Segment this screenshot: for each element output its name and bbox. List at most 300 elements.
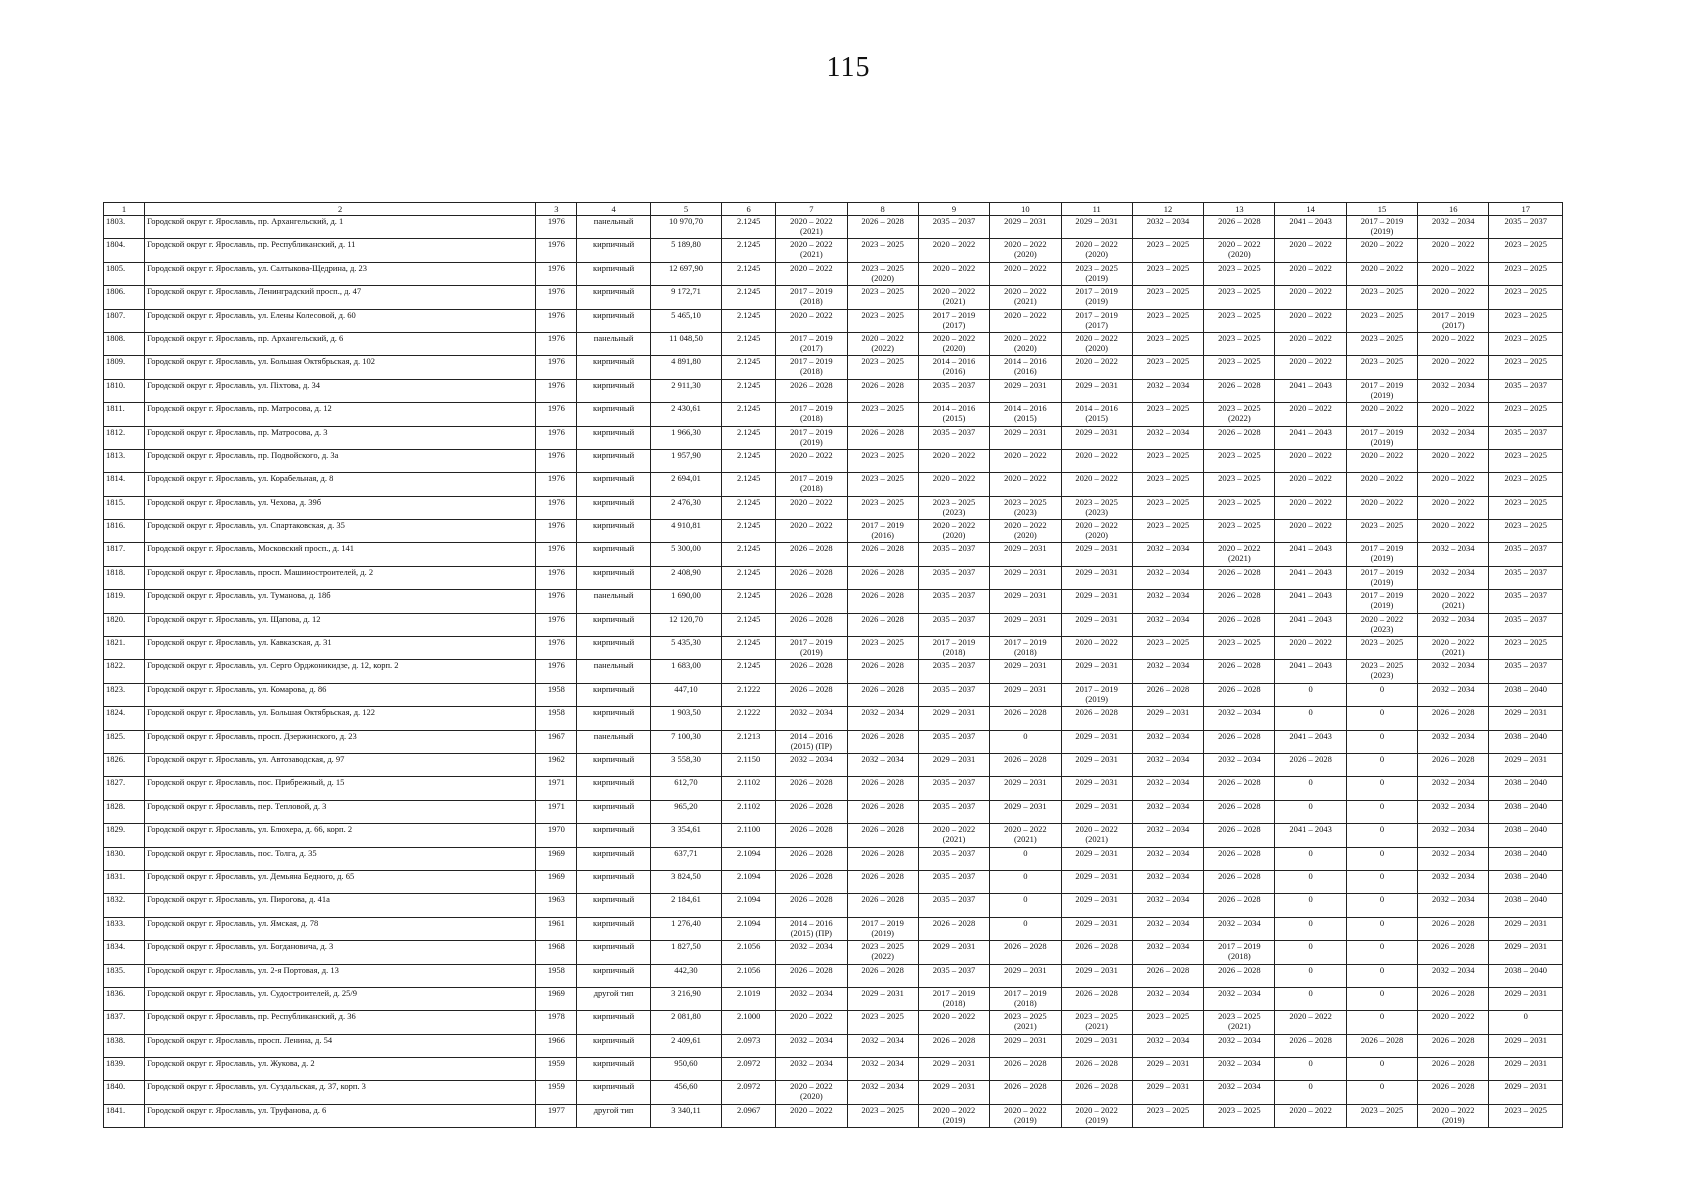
table-cell: 2026 – 2028 <box>1418 707 1489 730</box>
table-row <box>104 613 1563 636</box>
table-cell: 2023 – 2025 <box>1132 496 1203 519</box>
table-cell: кирпичный <box>577 262 650 285</box>
column-header-6: 6 <box>722 203 776 216</box>
table-cell: 1959 <box>536 1081 577 1104</box>
table-cell: 2023 – 2025 (2023) <box>990 496 1061 519</box>
table-cell: 2026 – 2028 <box>918 1034 989 1057</box>
table-cell: 2023 – 2025 <box>847 473 918 496</box>
table-cell: 2032 – 2034 <box>1132 824 1203 847</box>
table-cell: 2032 – 2034 <box>776 753 847 776</box>
table-cell: 2026 – 2028 <box>1204 800 1275 823</box>
table-cell: 2023 – 2025 (2023) <box>918 496 989 519</box>
table-cell: 1831. <box>104 870 145 893</box>
table-cell: 2020 – 2022 <box>1061 356 1132 379</box>
table-cell: 1824. <box>104 707 145 730</box>
table-cell: 2029 – 2031 <box>918 1058 989 1081</box>
table-cell: 1815. <box>104 496 145 519</box>
table-cell: 2026 – 2028 <box>847 566 918 589</box>
table-cell: 1830. <box>104 847 145 870</box>
table-cell: 2035 – 2037 <box>918 894 989 917</box>
table-cell: 2020 – 2022 <box>1418 332 1489 355</box>
table-cell: Городской округ г. Ярославль, ул. Чехова, д. 39б <box>145 496 536 519</box>
table-cell: 2026 – 2028 <box>990 1058 1061 1081</box>
table-cell: 2.1000 <box>722 1011 776 1034</box>
table-cell: 2 184,61 <box>650 894 721 917</box>
table-cell: 2020 – 2022 <box>1418 356 1489 379</box>
table-cell: 2029 – 2031 <box>1489 753 1563 776</box>
table-cell: 2029 – 2031 <box>990 566 1061 589</box>
table-cell: 0 <box>1489 1011 1563 1034</box>
table-cell: 1825. <box>104 730 145 753</box>
table-cell: Городской округ г. Ярославль, пр. Матросова, д. 3 <box>145 426 536 449</box>
table-row <box>104 216 1563 239</box>
table-cell: Городской округ г. Ярославль, Ленинградский просп., д. 47 <box>145 286 536 309</box>
table-cell: 2029 – 2031 <box>1132 1058 1203 1081</box>
table-row <box>104 894 1563 917</box>
table-cell: 1976 <box>536 449 577 472</box>
table-cell: 2 408,90 <box>650 566 721 589</box>
table-cell: 1976 <box>536 543 577 566</box>
table-cell: 3 216,90 <box>650 987 721 1010</box>
table-cell: 2017 – 2019 (2017) <box>1418 309 1489 332</box>
table-cell: 2 430,61 <box>650 403 721 426</box>
table-cell: 1 903,50 <box>650 707 721 730</box>
table-cell: 1958 <box>536 683 577 706</box>
table-cell: 2029 – 2031 <box>990 1034 1061 1057</box>
table-cell: 2041 – 2043 <box>1275 216 1346 239</box>
table-cell: 1971 <box>536 800 577 823</box>
table-cell: 2 409,61 <box>650 1034 721 1057</box>
table-cell: 2026 – 2028 <box>1418 1034 1489 1057</box>
table-cell: 2.1245 <box>722 262 776 285</box>
table-cell: 2026 – 2028 <box>1204 824 1275 847</box>
table-cell: 2032 – 2034 <box>847 1058 918 1081</box>
table-row <box>104 1034 1563 1057</box>
table-cell: 2032 – 2034 <box>776 707 847 730</box>
table-cell: 447,10 <box>650 683 721 706</box>
table-row <box>104 917 1563 940</box>
table-cell: 2032 – 2034 <box>1418 824 1489 847</box>
table-cell: 2032 – 2034 <box>1418 683 1489 706</box>
table-cell: 2020 – 2022 <box>1418 473 1489 496</box>
table-cell: Городской округ г. Ярославль, ул. Большая Октябрьская, д. 122 <box>145 707 536 730</box>
table-body <box>104 216 1563 1128</box>
table-cell: кирпичный <box>577 520 650 543</box>
table-cell: 1969 <box>536 870 577 893</box>
table-cell: 2029 – 2031 <box>1061 590 1132 613</box>
table-cell: 2026 – 2028 <box>918 917 989 940</box>
table-row <box>104 566 1563 589</box>
table-cell: 2017 – 2019 (2019) <box>1346 379 1417 402</box>
table-cell: 0 <box>1275 870 1346 893</box>
table-cell: 2032 – 2034 <box>1132 894 1203 917</box>
table-cell: 1837. <box>104 1011 145 1034</box>
table-cell: 2029 – 2031 <box>1061 777 1132 800</box>
table-cell: 2026 – 2028 <box>776 847 847 870</box>
table-cell: 0 <box>990 730 1061 753</box>
table-cell: 0 <box>1275 894 1346 917</box>
table-cell: 2032 – 2034 <box>847 753 918 776</box>
table-cell: 2029 – 2031 <box>1061 379 1132 402</box>
table-cell: 1 683,00 <box>650 660 721 683</box>
table-cell: 1976 <box>536 403 577 426</box>
column-header-7: 7 <box>776 203 847 216</box>
table-cell: 2026 – 2028 <box>1418 941 1489 964</box>
table-cell: кирпичный <box>577 566 650 589</box>
table-cell: 2023 – 2025 <box>1346 1104 1417 1127</box>
table-row <box>104 262 1563 285</box>
table-cell: 2038 – 2040 <box>1489 870 1563 893</box>
table-row <box>104 286 1563 309</box>
table-cell: 2029 – 2031 <box>918 753 989 776</box>
table-cell: 2017 – 2019 (2017) <box>776 332 847 355</box>
column-header-13: 13 <box>1204 203 1275 216</box>
table-cell: 0 <box>1346 683 1417 706</box>
table-cell: 2026 – 2028 <box>1132 683 1203 706</box>
table-cell: 2032 – 2034 <box>1418 870 1489 893</box>
table-cell: 2017 – 2019 (2018) <box>990 987 1061 1010</box>
table-cell: 2020 – 2022 (2021) <box>1061 824 1132 847</box>
page-number: 115 <box>826 52 871 83</box>
table-cell: 2023 – 2025 <box>847 1104 918 1127</box>
table-cell: панельный <box>577 216 650 239</box>
table-cell: 0 <box>1346 894 1417 917</box>
table-cell: 2020 – 2022 <box>776 496 847 519</box>
table-cell: 2023 – 2025 <box>847 1011 918 1034</box>
table-cell: 0 <box>1346 707 1417 730</box>
table-cell: 2.1094 <box>722 870 776 893</box>
table-cell: 2035 – 2037 <box>1489 566 1563 589</box>
table-cell: 1823. <box>104 683 145 706</box>
table-cell: 1840. <box>104 1081 145 1104</box>
table-cell: 2029 – 2031 <box>1489 917 1563 940</box>
table-cell: кирпичный <box>577 403 650 426</box>
table-cell: 2029 – 2031 <box>990 216 1061 239</box>
table-cell: Городской округ г. Ярославль, ул. Серго Орджоникидзе, д. 12, корп. 2 <box>145 660 536 683</box>
table-cell: 2020 – 2022 (2021) <box>776 239 847 262</box>
table-cell: 2020 – 2022 <box>1418 496 1489 519</box>
table-cell: 2023 – 2025 (2021) <box>990 1011 1061 1034</box>
table-cell: кирпичный <box>577 473 650 496</box>
table-cell: 2.1245 <box>722 637 776 660</box>
table-cell: 2026 – 2028 <box>847 613 918 636</box>
table-cell: 2026 – 2028 <box>1418 1058 1489 1081</box>
table-cell: 2 476,30 <box>650 496 721 519</box>
table-cell: 2026 – 2028 <box>847 824 918 847</box>
table-cell: кирпичный <box>577 917 650 940</box>
table-cell: 2029 – 2031 <box>990 683 1061 706</box>
table-cell: 2041 – 2043 <box>1275 730 1346 753</box>
table-cell: 2041 – 2043 <box>1275 660 1346 683</box>
table-cell: 4 891,80 <box>650 356 721 379</box>
table-cell: 2032 – 2034 <box>1132 216 1203 239</box>
table-cell: 2026 – 2028 <box>1275 753 1346 776</box>
table-cell: 2020 – 2022 <box>1346 449 1417 472</box>
table-cell: 2020 – 2022 (2020) <box>990 520 1061 543</box>
table-cell: 12 697,90 <box>650 262 721 285</box>
table-cell: 2026 – 2028 <box>847 543 918 566</box>
table-cell: 2029 – 2031 <box>1489 987 1563 1010</box>
table-cell: 2023 – 2025 <box>1489 449 1563 472</box>
table-cell: 2035 – 2037 <box>1489 543 1563 566</box>
table-cell: 2023 – 2025 <box>1204 637 1275 660</box>
table-cell: 2017 – 2019 (2016) <box>847 520 918 543</box>
table-cell: 2026 – 2028 <box>1204 964 1275 987</box>
table-cell: 2029 – 2031 <box>990 660 1061 683</box>
table-cell: 2020 – 2022 <box>1346 239 1417 262</box>
table-cell: 950,60 <box>650 1058 721 1081</box>
table-cell: 1976 <box>536 286 577 309</box>
table-row <box>104 824 1563 847</box>
table-cell: 1813. <box>104 449 145 472</box>
table-cell: 2014 – 2016 (2015) (ПР) <box>776 730 847 753</box>
table-cell: 2020 – 2022 <box>1346 403 1417 426</box>
table-cell: Городской округ г. Ярославль, ул. Ямская, д. 78 <box>145 917 536 940</box>
table-cell: Городской округ г. Ярославль, ул. Судостроителей, д. 25/9 <box>145 987 536 1010</box>
table-cell: Городской округ г. Ярославль, просп. Машиностроителей, д. 2 <box>145 566 536 589</box>
table-cell: 2020 – 2022 (2020) <box>990 239 1061 262</box>
table-cell: 2.0972 <box>722 1058 776 1081</box>
table-cell: 2026 – 2028 <box>1132 964 1203 987</box>
table-cell: 2041 – 2043 <box>1275 543 1346 566</box>
table-cell: 2026 – 2028 <box>847 847 918 870</box>
table-cell: 2023 – 2025 <box>1132 239 1203 262</box>
table-cell: 0 <box>1275 847 1346 870</box>
table-cell: 2020 – 2022 <box>1275 403 1346 426</box>
table-row <box>104 356 1563 379</box>
table-cell: 1963 <box>536 894 577 917</box>
table-cell: 1976 <box>536 496 577 519</box>
table-cell: 0 <box>1275 941 1346 964</box>
table-cell: 2035 – 2037 <box>918 379 989 402</box>
table-cell: 1971 <box>536 777 577 800</box>
table-cell: 2017 – 2019 (2018) <box>776 356 847 379</box>
table-cell: 2041 – 2043 <box>1275 824 1346 847</box>
table-cell: 1818. <box>104 566 145 589</box>
table-cell: 1976 <box>536 660 577 683</box>
table-row <box>104 870 1563 893</box>
table-row <box>104 449 1563 472</box>
table-row <box>104 987 1563 1010</box>
table-cell: Городской округ г. Ярославль, ул. Труфанова, д. 6 <box>145 1104 536 1127</box>
table-cell: 2014 – 2016 (2015) <box>990 403 1061 426</box>
table-cell: Городской округ г. Ярославль, ул. Пixтова, д. 34 <box>145 379 536 402</box>
table-cell: 3 824,50 <box>650 870 721 893</box>
table-cell: 2023 – 2025 <box>1489 496 1563 519</box>
table-cell: 2032 – 2034 <box>1132 379 1203 402</box>
table-cell: 2032 – 2034 <box>1418 894 1489 917</box>
table-cell: 1806. <box>104 286 145 309</box>
table-cell: 2023 – 2025 <box>1489 239 1563 262</box>
table-cell: Городской округ г. Ярославль, ул. Блюхера, д. 66, корп. 2 <box>145 824 536 847</box>
table-cell: 2029 – 2031 <box>990 800 1061 823</box>
table-row <box>104 379 1563 402</box>
table-cell: 2.1245 <box>722 332 776 355</box>
table-cell: 2029 – 2031 <box>847 987 918 1010</box>
column-header-16: 16 <box>1418 203 1489 216</box>
table-cell: 1809. <box>104 356 145 379</box>
table-cell: 2020 – 2022 <box>1275 356 1346 379</box>
table-cell: 2020 – 2022 <box>990 449 1061 472</box>
column-header-5: 5 <box>650 203 721 216</box>
table-cell: 2035 – 2037 <box>1489 216 1563 239</box>
table-cell: 2020 – 2022 <box>1061 473 1132 496</box>
table-cell: кирпичный <box>577 707 650 730</box>
table-cell: 2020 – 2022 <box>918 262 989 285</box>
table-cell: 0 <box>1275 683 1346 706</box>
table-cell: 1826. <box>104 753 145 776</box>
table-cell: 2020 – 2022 <box>1275 1011 1346 1034</box>
table-cell: 1976 <box>536 356 577 379</box>
column-header-2: 2 <box>145 203 536 216</box>
table-cell: 2029 – 2031 <box>1061 613 1132 636</box>
table-cell: 2020 – 2022 <box>1275 637 1346 660</box>
table-cell: 2023 – 2025 <box>1132 356 1203 379</box>
table-cell: 2029 – 2031 <box>1489 941 1563 964</box>
table-cell: 2038 – 2040 <box>1489 824 1563 847</box>
table-cell: 2017 – 2019 (2019) <box>1346 543 1417 566</box>
table-cell: 2020 – 2022 (2021) <box>918 824 989 847</box>
table-cell: 2032 – 2034 <box>1132 590 1203 613</box>
table-cell: 2.1245 <box>722 216 776 239</box>
table-cell: 2020 – 2022 (2021) <box>990 286 1061 309</box>
table-cell: 965,20 <box>650 800 721 823</box>
table-cell: 3 340,11 <box>650 1104 721 1127</box>
table-cell: Городской округ г. Ярославль, ул. Пирогова, д. 41а <box>145 894 536 917</box>
table-cell: 2038 – 2040 <box>1489 730 1563 753</box>
table-cell: 2026 – 2028 <box>990 941 1061 964</box>
table-cell: 1 690,00 <box>650 590 721 613</box>
table-cell: 1836. <box>104 987 145 1010</box>
table-cell: 2023 – 2025 <box>847 449 918 472</box>
table-cell: 2029 – 2031 <box>1061 660 1132 683</box>
table-cell: 0 <box>1346 1081 1417 1104</box>
table-cell: другой тип <box>577 1104 650 1127</box>
table-cell: 2020 – 2022 <box>1275 496 1346 519</box>
table-cell: 2038 – 2040 <box>1489 847 1563 870</box>
table-cell: 2041 – 2043 <box>1275 566 1346 589</box>
table-cell: 2029 – 2031 <box>1061 1034 1132 1057</box>
table-cell: 1808. <box>104 332 145 355</box>
table-cell: 2026 – 2028 <box>776 683 847 706</box>
table-cell: 2017 – 2019 (2019) <box>776 426 847 449</box>
table-cell: 12 120,70 <box>650 613 721 636</box>
table-cell: 2020 – 2022 <box>1418 403 1489 426</box>
table-cell: 2026 – 2028 <box>1204 426 1275 449</box>
table-cell: 2020 – 2022 (2019) <box>990 1104 1061 1127</box>
table-cell: кирпичный <box>577 847 650 870</box>
table-cell: 2 694,01 <box>650 473 721 496</box>
table-row <box>104 1011 1563 1034</box>
table-cell: другой тип <box>577 987 650 1010</box>
table-cell: 2017 – 2019 (2018) <box>1204 941 1275 964</box>
table-cell: 2020 – 2022 <box>1275 309 1346 332</box>
table-cell: 2020 – 2022 <box>1275 520 1346 543</box>
table-cell: 10 970,70 <box>650 216 721 239</box>
table-cell: 2032 – 2034 <box>1418 660 1489 683</box>
table-cell: 2017 – 2019 (2019) <box>1061 286 1132 309</box>
table-cell: кирпичный <box>577 894 650 917</box>
table-cell: 2.1245 <box>722 309 776 332</box>
table-cell: 2038 – 2040 <box>1489 777 1563 800</box>
table-cell: 0 <box>1346 753 1417 776</box>
table-cell: 2026 – 2028 <box>1204 870 1275 893</box>
table-cell: 2032 – 2034 <box>1418 730 1489 753</box>
table-cell: 2014 – 2016 (2016) <box>990 356 1061 379</box>
table-cell: 1958 <box>536 964 577 987</box>
table-cell: 1969 <box>536 987 577 1010</box>
table-cell: 2032 – 2034 <box>847 707 918 730</box>
table-cell: 2026 – 2028 <box>776 777 847 800</box>
table-cell: Городской округ г. Ярославль, пр. Республиканский, д. 11 <box>145 239 536 262</box>
table-cell: 2029 – 2031 <box>1061 917 1132 940</box>
table-cell: 2023 – 2025 <box>1132 637 1203 660</box>
table-cell: 1976 <box>536 426 577 449</box>
table-cell: 1967 <box>536 730 577 753</box>
table-cell: 2029 – 2031 <box>918 1081 989 1104</box>
table-cell: 2020 – 2022 (2020) <box>1061 239 1132 262</box>
table-row <box>104 239 1563 262</box>
table-cell: 2014 – 2016 (2016) <box>918 356 989 379</box>
table-cell: 2023 – 2025 (2022) <box>1204 403 1275 426</box>
table-cell: 2023 – 2025 <box>1489 309 1563 332</box>
column-header-3: 3 <box>536 203 577 216</box>
table-cell: 2.1019 <box>722 987 776 1010</box>
table-cell: 2041 – 2043 <box>1275 613 1346 636</box>
table-cell: 2035 – 2037 <box>918 683 989 706</box>
table-header-row <box>104 203 1563 216</box>
table-cell: 2026 – 2028 <box>847 964 918 987</box>
table-cell: 5 435,30 <box>650 637 721 660</box>
table-cell: 2017 – 2019 (2017) <box>1061 309 1132 332</box>
table-cell: 2023 – 2025 <box>1489 356 1563 379</box>
table-cell: 2.1245 <box>722 286 776 309</box>
table-cell: кирпичный <box>577 449 650 472</box>
table-cell: 2020 – 2022 (2020) <box>918 332 989 355</box>
table-row <box>104 1081 1563 1104</box>
table-cell: 2026 – 2028 <box>1204 777 1275 800</box>
table-row <box>104 847 1563 870</box>
table-cell: 2017 – 2019 (2019) <box>1061 683 1132 706</box>
table-cell: 0 <box>1346 777 1417 800</box>
table-cell: 612,70 <box>650 777 721 800</box>
table-cell: 2023 – 2025 <box>1489 332 1563 355</box>
table-cell: 0 <box>990 847 1061 870</box>
table-cell: 2032 – 2034 <box>1132 917 1203 940</box>
table-cell: 2035 – 2037 <box>1489 613 1563 636</box>
table-cell: 1807. <box>104 309 145 332</box>
table-cell: 0 <box>1346 800 1417 823</box>
table-cell: 2026 – 2028 <box>1204 613 1275 636</box>
table-cell: 2026 – 2028 <box>847 683 918 706</box>
table-cell: 2023 – 2025 (2020) <box>847 262 918 285</box>
table-cell: 2032 – 2034 <box>1204 1058 1275 1081</box>
table-cell: 2032 – 2034 <box>1132 847 1203 870</box>
table-cell: 0 <box>990 870 1061 893</box>
table-cell: кирпичный <box>577 824 650 847</box>
table-row <box>104 332 1563 355</box>
table-cell: 2014 – 2016 (2015) <box>918 403 989 426</box>
table-cell: 7 100,30 <box>650 730 721 753</box>
table-cell: 2.1222 <box>722 707 776 730</box>
table-cell: 1 957,90 <box>650 449 721 472</box>
table-cell: 2023 – 2025 <box>847 496 918 519</box>
table-cell: 2023 – 2025 <box>1489 520 1563 543</box>
table-cell: 2032 – 2034 <box>1132 753 1203 776</box>
table-cell: 2020 – 2022 <box>1275 286 1346 309</box>
table-cell: 2023 – 2025 <box>1346 520 1417 543</box>
table-row <box>104 496 1563 519</box>
